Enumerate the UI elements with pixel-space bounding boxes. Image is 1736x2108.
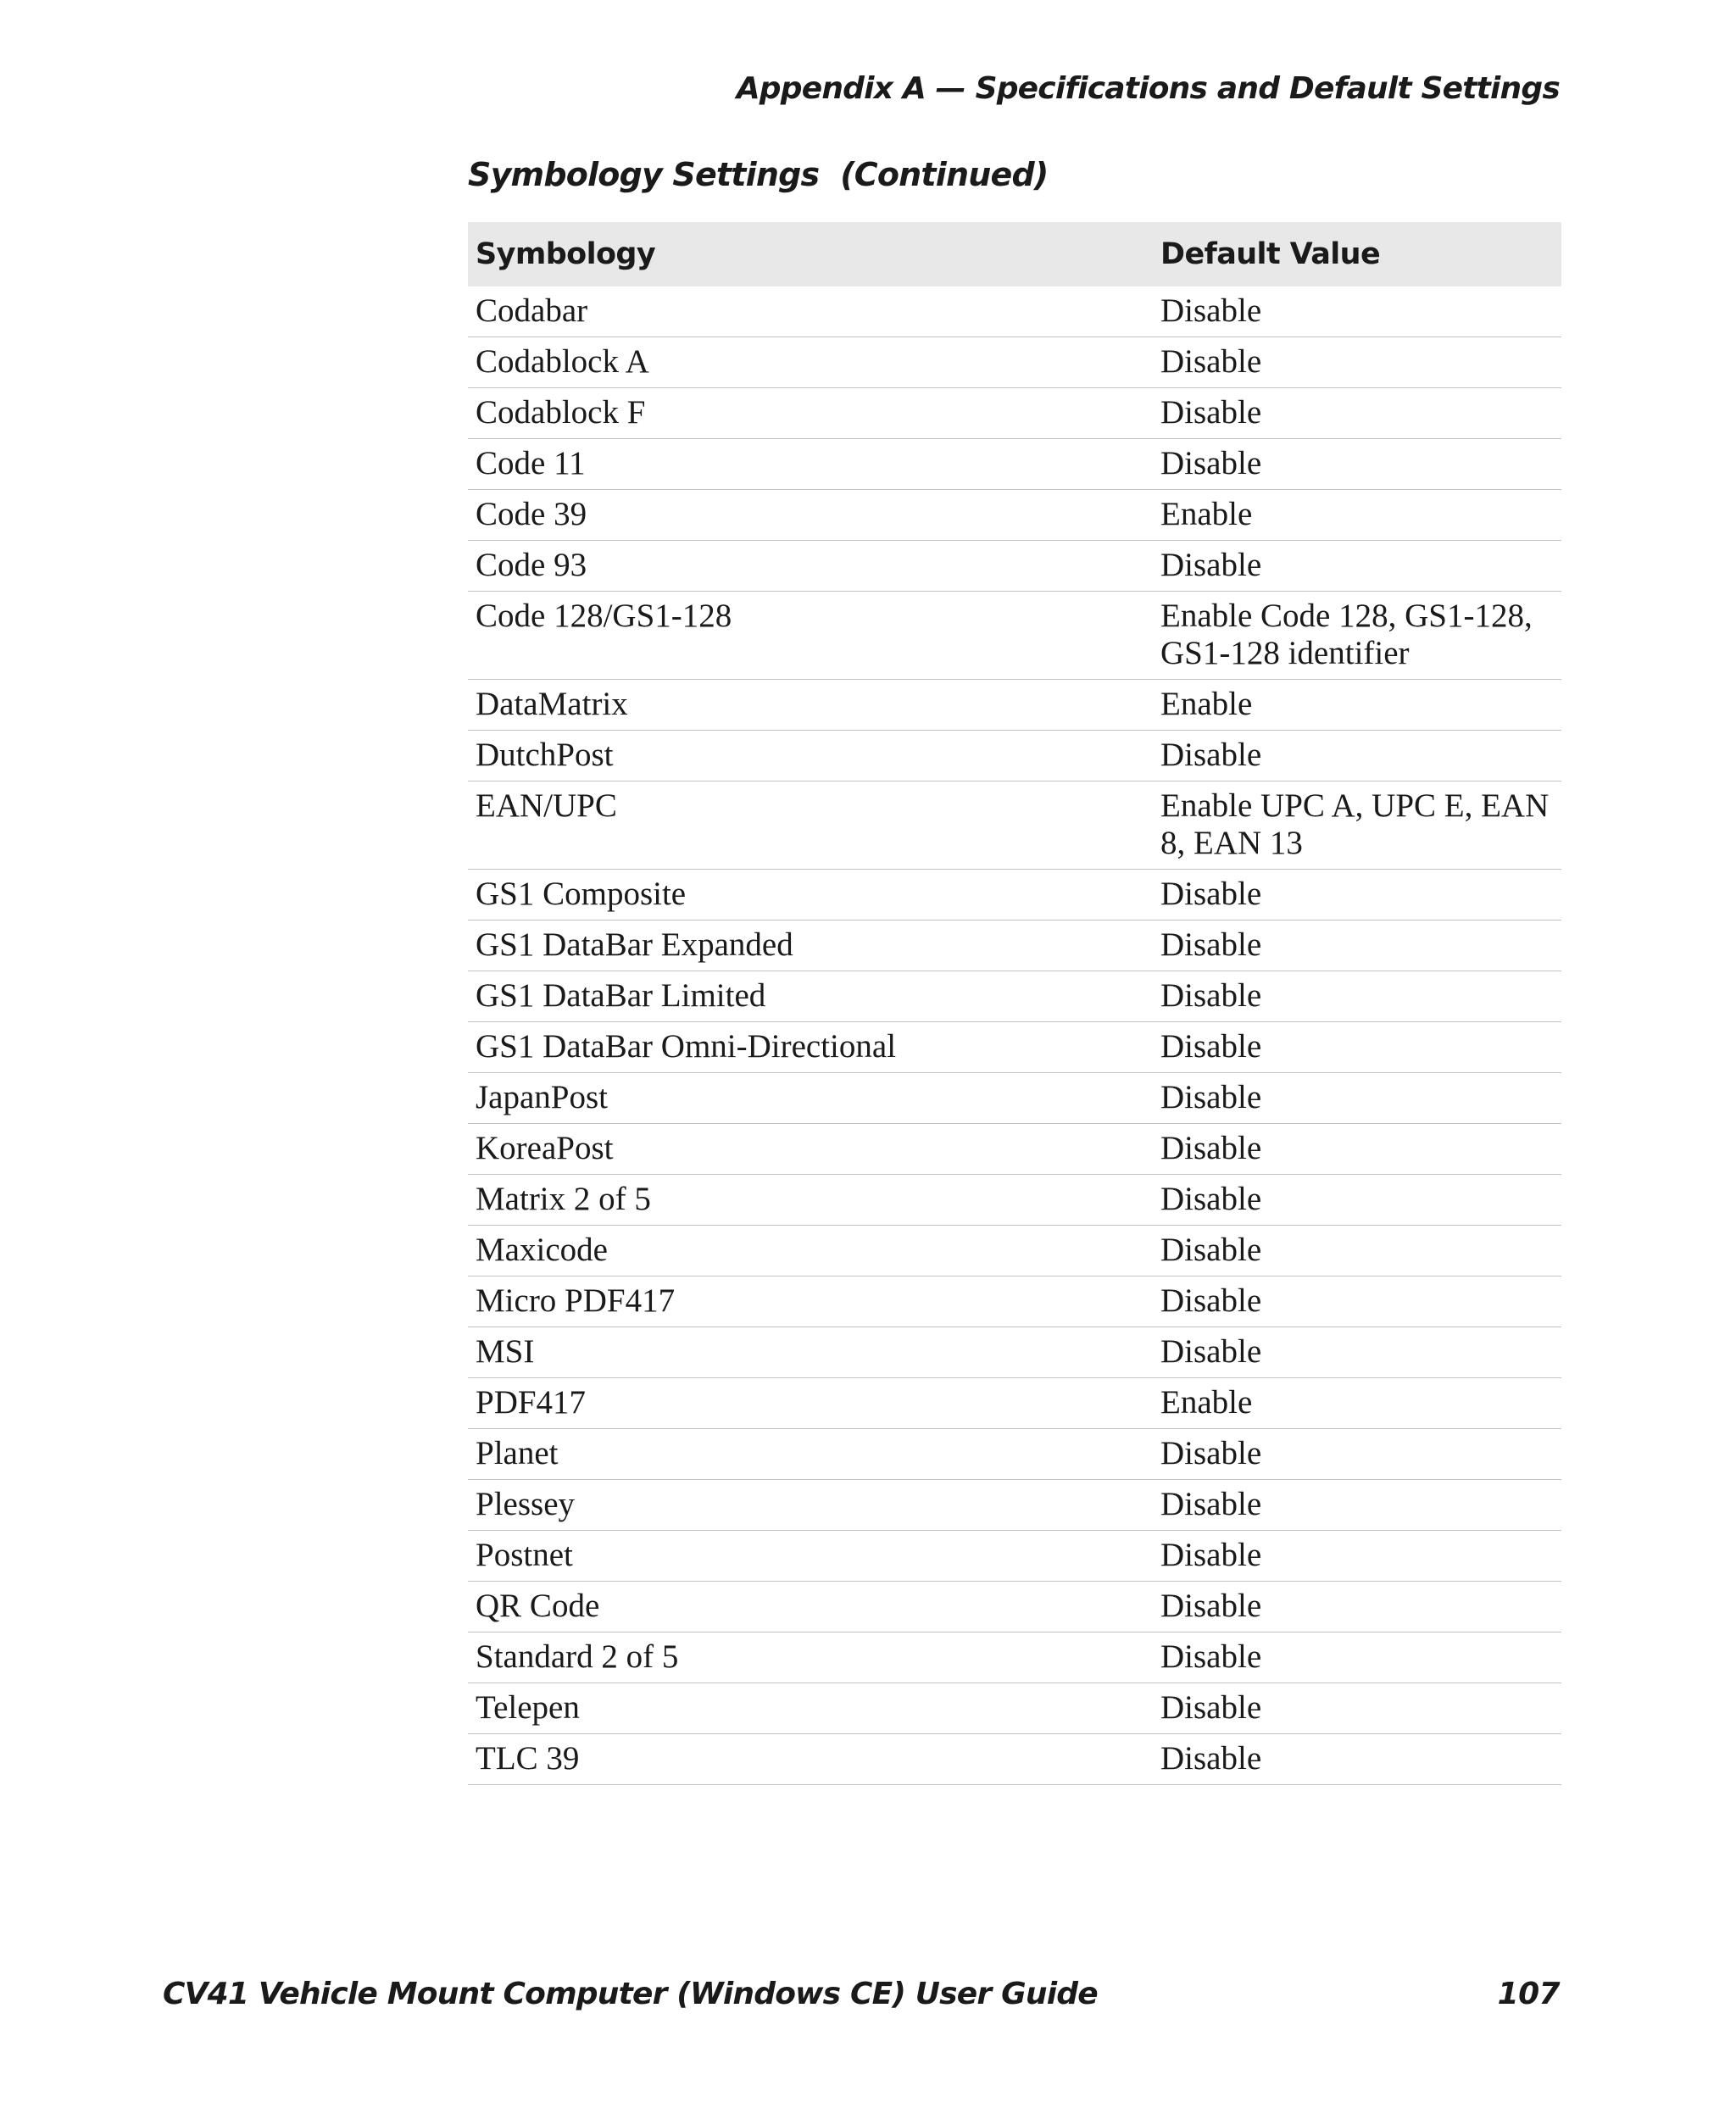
table-row bbox=[468, 971, 1561, 1022]
table-row bbox=[468, 1683, 1561, 1734]
table-row bbox=[468, 1073, 1561, 1124]
default-value-cell: Disable bbox=[1153, 439, 1561, 490]
default-value-cell: Disable bbox=[1153, 731, 1561, 781]
default-value-cell: Disable bbox=[1153, 1327, 1561, 1378]
running-header: Appendix A — Specifications and Default Settings bbox=[736, 71, 1560, 106]
default-value-cell: Enable bbox=[1153, 1378, 1561, 1429]
symbology-cell: Maxicode bbox=[468, 1226, 1153, 1276]
symbology-cell: EAN/UPC bbox=[468, 781, 1153, 870]
default-value-cell: Disable bbox=[1153, 1276, 1561, 1327]
symbology-cell: Codablock F bbox=[468, 388, 1153, 439]
symbology-cell: DataMatrix bbox=[468, 680, 1153, 731]
column-header-default-value: Default Value bbox=[1153, 222, 1561, 286]
table-row bbox=[468, 490, 1561, 541]
table-row bbox=[468, 921, 1561, 971]
symbology-cell: Code 39 bbox=[468, 490, 1153, 541]
symbology-cell: Code 11 bbox=[468, 439, 1153, 490]
default-value-cell: Disable bbox=[1153, 388, 1561, 439]
table-row bbox=[468, 731, 1561, 781]
default-value-cell: Disable bbox=[1153, 1124, 1561, 1175]
default-value-cell: Disable bbox=[1153, 286, 1561, 337]
column-header-symbology: Symbology bbox=[468, 222, 1153, 286]
symbology-cell: PDF417 bbox=[468, 1378, 1153, 1429]
default-value-cell: Disable bbox=[1153, 1022, 1561, 1073]
table-row bbox=[468, 1531, 1561, 1582]
default-value-cell: Disable bbox=[1153, 1531, 1561, 1582]
symbology-cell: TLC 39 bbox=[468, 1734, 1153, 1785]
default-value-cell: Disable bbox=[1153, 921, 1561, 971]
table-title: Symbology Settings (Continued) bbox=[468, 156, 1049, 193]
table-row bbox=[468, 1429, 1561, 1480]
table-row bbox=[468, 592, 1561, 680]
default-value-cell: Enable bbox=[1153, 680, 1561, 731]
table-row bbox=[468, 541, 1561, 592]
symbology-cell: Telepen bbox=[468, 1683, 1153, 1734]
symbology-cell: GS1 DataBar Expanded bbox=[468, 921, 1153, 971]
table-row bbox=[468, 1632, 1561, 1683]
symbology-cell: Plessey bbox=[468, 1480, 1153, 1531]
symbology-cell: Code 128/GS1-128 bbox=[468, 592, 1153, 680]
table-row bbox=[468, 870, 1561, 921]
symbology-cell: KoreaPost bbox=[468, 1124, 1153, 1175]
table-body bbox=[468, 286, 1561, 1785]
default-value-cell: Disable bbox=[1153, 541, 1561, 592]
table-row bbox=[468, 439, 1561, 490]
default-value-cell: Enable bbox=[1153, 490, 1561, 541]
default-value-cell: Disable bbox=[1153, 1734, 1561, 1785]
default-value-cell: Enable Code 128, GS1-128, GS1-128 identifier bbox=[1153, 592, 1561, 680]
symbology-cell: JapanPost bbox=[468, 1073, 1153, 1124]
default-value-cell: Disable bbox=[1153, 1175, 1561, 1226]
default-value-cell: Disable bbox=[1153, 971, 1561, 1022]
default-value-cell: Disable bbox=[1153, 1073, 1561, 1124]
table-row bbox=[468, 388, 1561, 439]
page-number: 107 bbox=[1497, 1977, 1560, 2011]
default-value-cell: Disable bbox=[1153, 1632, 1561, 1683]
table-header-row bbox=[468, 222, 1561, 286]
default-value-cell: Enable UPC A, UPC E, EAN 8, EAN 13 bbox=[1153, 781, 1561, 870]
table-row bbox=[468, 1124, 1561, 1175]
symbology-cell: GS1 Composite bbox=[468, 870, 1153, 921]
symbology-cell: Code 93 bbox=[468, 541, 1153, 592]
default-value-cell: Disable bbox=[1153, 1683, 1561, 1734]
symbology-cell: GS1 DataBar Limited bbox=[468, 971, 1153, 1022]
table-row bbox=[468, 1734, 1561, 1785]
symbology-cell: Codablock A bbox=[468, 337, 1153, 388]
default-value-cell: Disable bbox=[1153, 1429, 1561, 1480]
table-row bbox=[468, 1480, 1561, 1531]
symbology-cell: QR Code bbox=[468, 1582, 1153, 1632]
symbology-settings-table bbox=[468, 222, 1561, 1785]
footer-document-title: CV41 Vehicle Mount Computer (Windows CE) User Guide bbox=[163, 1977, 1098, 2011]
symbology-cell: Standard 2 of 5 bbox=[468, 1632, 1153, 1683]
table-row bbox=[468, 1226, 1561, 1276]
symbology-cell: Codabar bbox=[468, 286, 1153, 337]
table-row bbox=[468, 1378, 1561, 1429]
default-value-cell: Disable bbox=[1153, 337, 1561, 388]
table-row bbox=[468, 680, 1561, 731]
table-row bbox=[468, 1582, 1561, 1632]
table-row bbox=[468, 1327, 1561, 1378]
symbology-cell: GS1 DataBar Omni-Directional bbox=[468, 1022, 1153, 1073]
symbology-cell: Micro PDF417 bbox=[468, 1276, 1153, 1327]
symbology-cell: Matrix 2 of 5 bbox=[468, 1175, 1153, 1226]
default-value-cell: Disable bbox=[1153, 870, 1561, 921]
default-value-cell: Disable bbox=[1153, 1582, 1561, 1632]
table-row bbox=[468, 1276, 1561, 1327]
table-row bbox=[468, 286, 1561, 337]
default-value-cell: Disable bbox=[1153, 1226, 1561, 1276]
symbology-cell: MSI bbox=[468, 1327, 1153, 1378]
default-value-cell: Disable bbox=[1153, 1480, 1561, 1531]
table-row bbox=[468, 781, 1561, 870]
table-row bbox=[468, 1175, 1561, 1226]
symbology-cell: Postnet bbox=[468, 1531, 1153, 1582]
table-row bbox=[468, 337, 1561, 388]
symbology-cell: Planet bbox=[468, 1429, 1153, 1480]
symbology-cell: DutchPost bbox=[468, 731, 1153, 781]
table-row bbox=[468, 1022, 1561, 1073]
